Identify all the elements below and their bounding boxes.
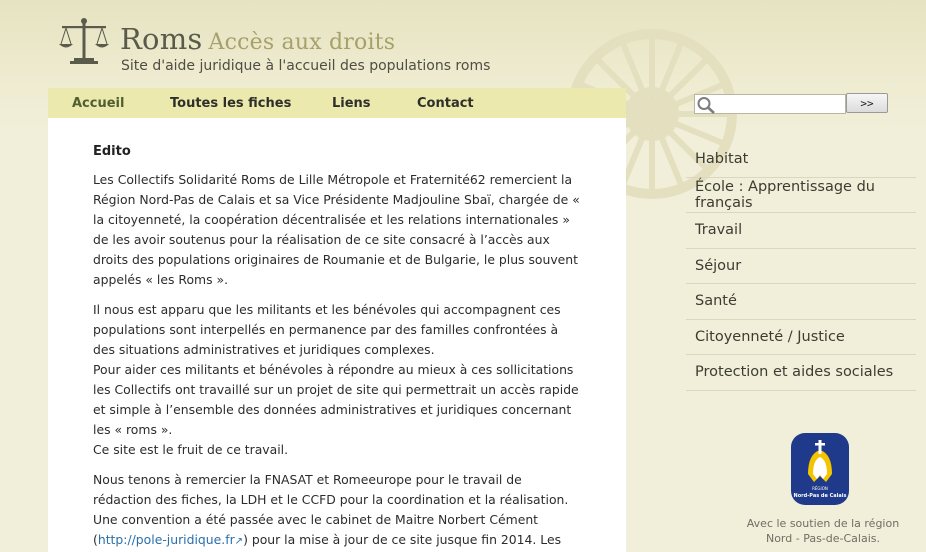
sidebar-item-sejour[interactable]: Séjour [686, 249, 916, 285]
support-line-2: Nord - Pas-de-Calais. [765, 532, 881, 545]
site-tagline: Site d'aide juridique à l'accueil des populations roms [121, 58, 491, 74]
edito-paragraph-3a: Nous tenons à remercier la FNASAT et Romeeurope pour le travail de rédaction des fiches, la LDH et le CCFD pour la coordination et la réalisation. [93, 472, 569, 507]
edito-paragraph-2a: Il nous est apparu que les militants et les bénévoles qui accompagnent ces populations sont interpellés en permanence par des familles confrontées à des situations administratives et juridiques complexes. [93, 302, 561, 357]
region-logo-text-1: RÉGION [812, 486, 828, 491]
search-submit-button[interactable]: >> [846, 93, 888, 113]
pole-juridique-link[interactable]: http://pole-juridique.fr [97, 532, 235, 547]
sidebar-item-habitat[interactable]: Habitat [686, 142, 916, 178]
support-text [728, 516, 918, 546]
edito-paragraph-2 [93, 300, 582, 460]
region-nord-pas-de-calais-logo-icon[interactable] [790, 432, 850, 506]
edito-paragraph-3b-post: ) pour la mise à jour de ce site jusque fin 2014. Les [243, 532, 562, 547]
sidebar-item-sante[interactable]: Santé [686, 284, 916, 320]
main-content [48, 118, 626, 552]
support-line-1: Avec le soutien de la région [746, 517, 900, 530]
sidebar-item-travail[interactable]: Travail [686, 213, 916, 249]
edito-paragraph-2c: Ce site est le fruit de ce travail. [93, 442, 289, 457]
region-logo-text-2: Nord-Pas de Calais [793, 493, 847, 499]
nav-item-toutes-les-fiches[interactable]: Toutes les fiches [170, 96, 292, 111]
sidebar-item-ecole[interactable]: École : Apprentissage du français [686, 178, 916, 214]
site-title-sub: Accès aux droits [208, 30, 396, 55]
edito-paragraph-3 [93, 470, 582, 552]
sidebar-nav [686, 142, 916, 391]
external-link-icon: ↗ [234, 536, 244, 547]
edito-paragraph-2b: Pour aider ces militants et bénévoles à répondre au mieux à ces sollicitations les Collectifs ont travaillé sur un projet de site qui permettrait un accès rapide et simple à l’ensemble des données administratives et juridiques concernant les « roms ». [93, 362, 579, 437]
sidebar-item-protection-aides-sociales[interactable]: Protection et aides sociales [686, 355, 916, 391]
site-title[interactable] [120, 22, 395, 56]
edito-paragraph-3b-pre: Une convention a été passée avec le cabinet de Maitre Norbert Cément ( [93, 512, 539, 547]
site-title-main: Roms [120, 22, 203, 56]
page-title: Edito [93, 144, 131, 159]
edito-paragraph-1: Les Collectifs Solidarité Roms de Lille Métropole et Fraternité62 remercient la Région Nord-Pas de Calais et sa Vice Présidente Madjouline Sbaï, chargée de « la citoyenneté, la coopération décentralisée et les relations internationales » de les avoir soutenus pour la réalisation de ce site consacré à l’accès aux droits des populations originaires de Roumanie et de Bulgarie, le plus souvent appelés « les Roms ». [93, 172, 580, 287]
search-input[interactable] [719, 96, 843, 112]
search-icon [696, 96, 716, 114]
search-box [694, 94, 846, 114]
nav-item-liens[interactable]: Liens [332, 96, 371, 111]
scales-logo-icon[interactable] [58, 16, 110, 68]
nav-item-accueil[interactable]: Accueil [72, 96, 125, 111]
main-nav [48, 88, 626, 118]
nav-item-contact[interactable]: Contact [417, 96, 474, 111]
sidebar-item-citoyennete-justice[interactable]: Citoyenneté / Justice [686, 320, 916, 356]
